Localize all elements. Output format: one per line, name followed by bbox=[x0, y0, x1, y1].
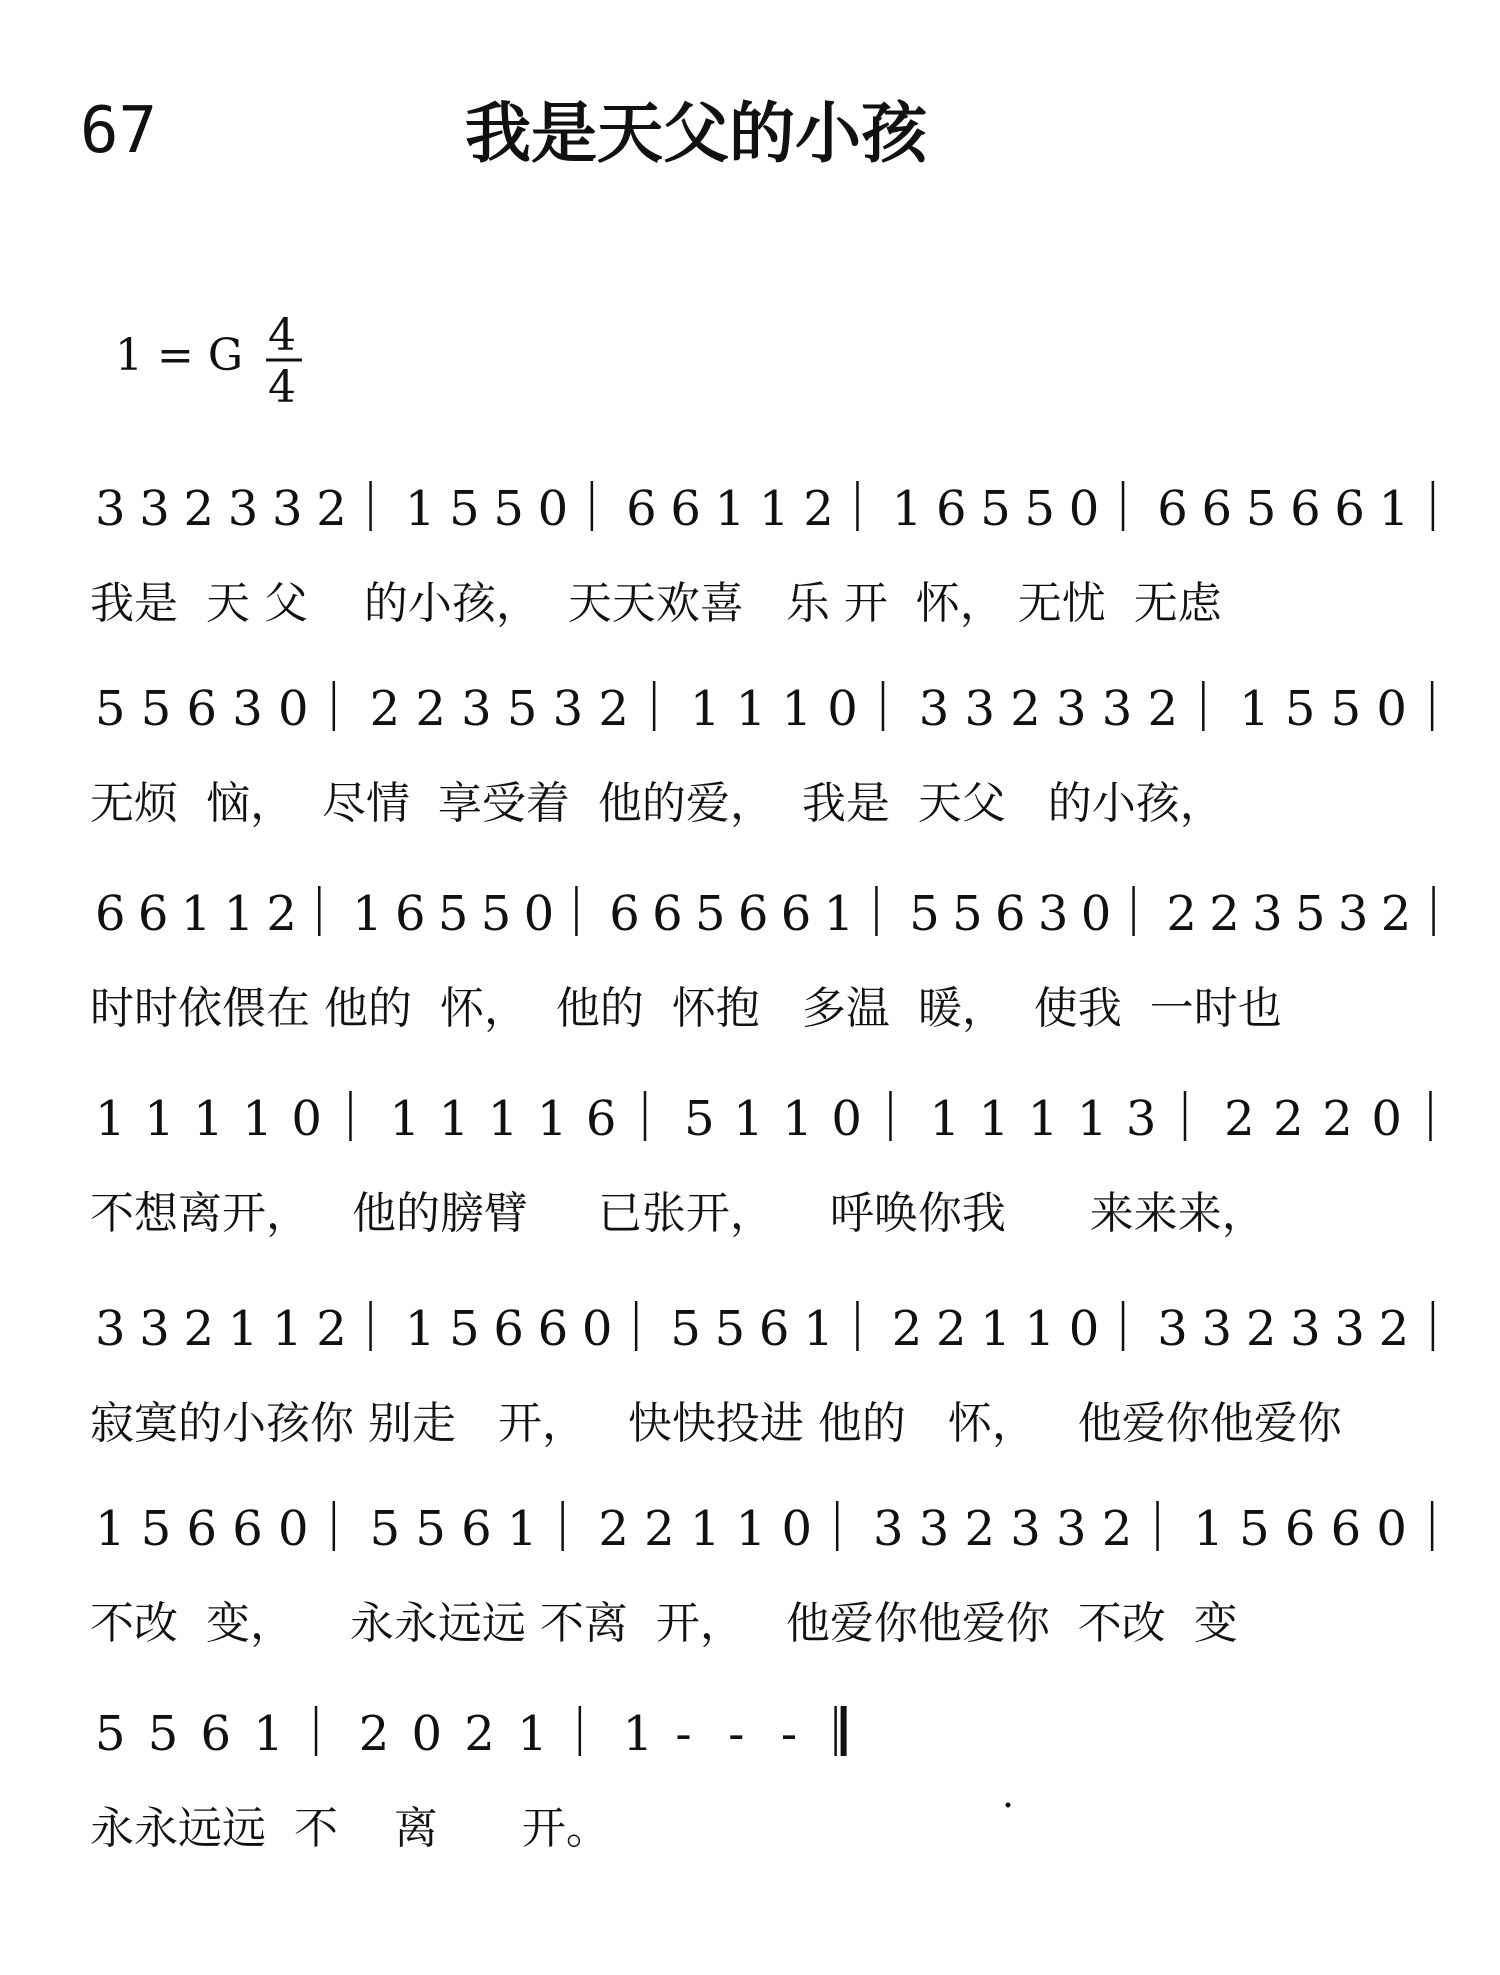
note: 5 bbox=[684, 1091, 715, 1147]
note: 6 bbox=[935, 481, 967, 537]
note: 1 bbox=[272, 1301, 303, 1357]
note: 2 bbox=[1147, 681, 1179, 737]
note: 5 bbox=[449, 1301, 480, 1357]
note: 3 bbox=[918, 1501, 950, 1557]
note: 0 bbox=[411, 1706, 443, 1762]
note: 2 bbox=[598, 1501, 629, 1557]
note: 1 bbox=[487, 1091, 519, 1147]
note: 1 bbox=[193, 1091, 224, 1147]
note: 2 bbox=[1378, 1301, 1410, 1357]
note: 3 bbox=[1056, 681, 1087, 737]
note: 6 bbox=[626, 481, 657, 537]
note: 5 bbox=[493, 481, 524, 537]
note: 6 bbox=[137, 886, 169, 942]
note: 0 bbox=[523, 886, 555, 942]
note: 1 bbox=[404, 1301, 436, 1357]
note: 0 bbox=[278, 1501, 309, 1557]
note: 1 bbox=[733, 1091, 764, 1147]
note: 0 bbox=[1068, 481, 1100, 537]
note: 1 bbox=[253, 1706, 284, 1762]
note: 0 bbox=[1371, 1091, 1402, 1147]
note: 1 bbox=[689, 1501, 721, 1557]
note: 5 bbox=[714, 1301, 746, 1357]
note: 3 bbox=[139, 1301, 170, 1357]
note: 1 bbox=[227, 1301, 259, 1357]
note: 3 bbox=[1157, 1301, 1188, 1357]
note: 1 bbox=[735, 681, 767, 737]
note: 1 bbox=[506, 1501, 538, 1557]
note: 0 bbox=[537, 481, 569, 537]
note: 3 bbox=[1337, 886, 1369, 942]
note: 3 bbox=[139, 481, 170, 537]
note: 2 bbox=[183, 1301, 215, 1357]
note: 1 bbox=[758, 481, 790, 537]
note: 2 bbox=[266, 886, 297, 942]
note: 5 bbox=[480, 886, 512, 942]
note: 0 bbox=[1080, 886, 1112, 942]
note: 0 bbox=[781, 1501, 812, 1557]
note: 1 bbox=[517, 1706, 548, 1762]
note: 6 bbox=[232, 1501, 263, 1557]
note: 2 bbox=[358, 1706, 390, 1762]
note: 3 bbox=[95, 481, 126, 537]
note: 2 bbox=[598, 681, 629, 737]
note: 2 bbox=[1245, 1301, 1277, 1357]
note: 3 bbox=[1334, 1301, 1365, 1357]
note: 1 bbox=[144, 1091, 175, 1147]
note: 6 bbox=[537, 1301, 569, 1357]
note: 5 bbox=[1024, 481, 1056, 537]
note: 1 bbox=[95, 1501, 126, 1557]
song-title: 我是天父的小孩 bbox=[465, 95, 927, 172]
note: 1 bbox=[1027, 1091, 1059, 1147]
system-1 bbox=[90, 481, 1433, 629]
system-2 bbox=[90, 681, 1432, 829]
note: 0 bbox=[1376, 1501, 1407, 1557]
note: 2 bbox=[369, 681, 401, 737]
note: 6 bbox=[609, 886, 640, 942]
note: 2 bbox=[891, 1301, 923, 1357]
key-signature: 1 = G bbox=[115, 330, 243, 381]
note: 1 bbox=[978, 1091, 1010, 1147]
note: 0 bbox=[831, 1091, 862, 1147]
note: 6 bbox=[186, 681, 218, 737]
note: 2 bbox=[1380, 886, 1412, 942]
note: 6 bbox=[395, 886, 426, 942]
note: 5 bbox=[95, 681, 126, 737]
note: - bbox=[780, 1706, 798, 1762]
note: 2 bbox=[1209, 886, 1240, 942]
note: 2 bbox=[964, 1501, 996, 1557]
note: 3 bbox=[461, 681, 492, 737]
note: 5 bbox=[140, 681, 172, 737]
note: 3 bbox=[232, 681, 263, 737]
note: 3 bbox=[1252, 886, 1283, 942]
note: 2 bbox=[935, 1301, 967, 1357]
note: 5 bbox=[1284, 681, 1316, 737]
note: 1 bbox=[1076, 1091, 1108, 1147]
note: 1 bbox=[438, 1091, 470, 1147]
note: 6 bbox=[758, 1301, 790, 1357]
note: 6 bbox=[1201, 481, 1233, 537]
note: 2 bbox=[415, 681, 446, 737]
note: 6 bbox=[200, 1706, 232, 1762]
note: 2 bbox=[1101, 1501, 1133, 1557]
note: 0 bbox=[827, 681, 858, 737]
note: 2 bbox=[644, 1501, 675, 1557]
note: 1 bbox=[1378, 481, 1410, 537]
note: 5 bbox=[449, 481, 480, 537]
note: 1 bbox=[1239, 681, 1270, 737]
note: 6 bbox=[780, 886, 812, 942]
lyric-line: 不改 变， 永永远远 不离 开， 他爱你他爱你 不改 变 bbox=[90, 1598, 1238, 1649]
meter-numerator: 4 bbox=[268, 310, 296, 361]
note: 1 bbox=[735, 1501, 767, 1557]
note: 3 bbox=[227, 481, 259, 537]
note: 2 bbox=[316, 481, 347, 537]
note: 1 bbox=[622, 1706, 654, 1762]
note: 2 bbox=[1010, 681, 1041, 737]
system-6 bbox=[90, 1501, 1432, 1649]
note: 2 bbox=[464, 1706, 495, 1762]
note: 3 bbox=[964, 681, 996, 737]
note: 6 bbox=[995, 886, 1026, 942]
note: - bbox=[675, 1706, 692, 1762]
note: 3 bbox=[1037, 886, 1069, 942]
note: 6 bbox=[670, 481, 701, 537]
note: 1 bbox=[781, 681, 812, 737]
note: 5 bbox=[147, 1706, 179, 1762]
note: 3 bbox=[1201, 1301, 1233, 1357]
note: 5 bbox=[140, 1501, 172, 1557]
note: 5 bbox=[1245, 481, 1277, 537]
note: 1 bbox=[823, 886, 855, 942]
lyric-line: 时时依偎在 他的 怀， 他的 怀抱 多温 暖， 使我 一时也 bbox=[90, 983, 1282, 1034]
note: 3 bbox=[95, 1301, 126, 1357]
note: 1 bbox=[223, 886, 255, 942]
page-number: 67 bbox=[80, 94, 158, 168]
note: 1 bbox=[782, 1091, 813, 1147]
note: 5 bbox=[415, 1501, 446, 1557]
note: 1 bbox=[352, 886, 383, 942]
stray-dot bbox=[1006, 1803, 1011, 1808]
note: 1 bbox=[929, 1091, 961, 1147]
note: 5 bbox=[1239, 1501, 1270, 1557]
note: 5 bbox=[695, 886, 726, 942]
note: 5 bbox=[506, 681, 538, 737]
note: 1 bbox=[180, 886, 212, 942]
note: 1 bbox=[689, 681, 721, 737]
note: 1 bbox=[389, 1091, 421, 1147]
note: - bbox=[728, 1706, 745, 1762]
lyric-line: 无烦 恼， 尽情 享受着 他的爱， 我是 天父 的小孩， bbox=[90, 778, 1224, 829]
note: 5 bbox=[980, 481, 1011, 537]
note: 1 bbox=[1024, 1301, 1056, 1357]
note: 6 bbox=[461, 1501, 492, 1557]
lyric-line: 永永远远 不 离 开。 bbox=[90, 1803, 610, 1854]
note: 5 bbox=[670, 1301, 701, 1357]
note: 1 bbox=[242, 1091, 273, 1147]
music-systems bbox=[90, 481, 1434, 1854]
note: 6 bbox=[1330, 1501, 1362, 1557]
note: 0 bbox=[581, 1301, 613, 1357]
note: 6 bbox=[1157, 481, 1188, 537]
system-3 bbox=[90, 886, 1434, 1034]
note: 2 bbox=[1166, 886, 1197, 942]
note: 3 bbox=[272, 481, 303, 537]
note: 3 bbox=[1101, 681, 1133, 737]
note: 1 bbox=[536, 1091, 568, 1147]
system-7 bbox=[90, 1706, 844, 1854]
note: 2 bbox=[1224, 1091, 1255, 1147]
note: 0 bbox=[1376, 681, 1407, 737]
note: 6 bbox=[1290, 481, 1321, 537]
note: 1 bbox=[95, 1091, 126, 1147]
note: 6 bbox=[652, 886, 683, 942]
note: 5 bbox=[952, 886, 983, 942]
note: 1 bbox=[714, 481, 746, 537]
note: 3 bbox=[552, 681, 584, 737]
system-5 bbox=[90, 1301, 1433, 1449]
note: 5 bbox=[437, 886, 469, 942]
note: 6 bbox=[1284, 1501, 1316, 1557]
lyric-line: 不想离开， 他的膀臂 已张开， 呼唤你我 来来来， bbox=[90, 1188, 1266, 1239]
lyric-line: 寂寞的小孩你 别走 开， 快快投进 他的 怀， 他爱你他爱你 bbox=[90, 1398, 1342, 1449]
note: 5 bbox=[95, 1706, 126, 1762]
note: 1 bbox=[980, 1301, 1011, 1357]
note: 3 bbox=[1056, 1501, 1087, 1557]
note: 2 bbox=[183, 481, 215, 537]
note: 3 bbox=[918, 681, 950, 737]
note: 6 bbox=[95, 886, 126, 942]
note: 5 bbox=[369, 1501, 401, 1557]
note: 6 bbox=[186, 1501, 218, 1557]
note: 2 bbox=[316, 1301, 347, 1357]
note: 3 bbox=[1125, 1091, 1157, 1147]
note: 1 bbox=[1193, 1501, 1224, 1557]
note: 2 bbox=[1322, 1091, 1353, 1147]
system-4 bbox=[90, 1091, 1430, 1239]
note: 0 bbox=[291, 1091, 322, 1147]
note: 6 bbox=[737, 886, 769, 942]
note: 6 bbox=[585, 1091, 617, 1147]
note: 1 bbox=[404, 481, 436, 537]
note: 3 bbox=[1290, 1301, 1321, 1357]
note: 1 bbox=[803, 1301, 834, 1357]
note: 1 bbox=[891, 481, 923, 537]
note: 6 bbox=[1334, 481, 1365, 537]
note: 5 bbox=[1330, 681, 1362, 737]
note: 5 bbox=[909, 886, 940, 942]
note: 2 bbox=[1273, 1091, 1304, 1147]
note: 2 bbox=[803, 481, 834, 537]
note: 0 bbox=[278, 681, 309, 737]
note: 6 bbox=[493, 1301, 524, 1357]
note: 0 bbox=[1068, 1301, 1100, 1357]
note: 5 bbox=[1295, 886, 1326, 942]
note: 3 bbox=[1010, 1501, 1041, 1557]
note: 3 bbox=[872, 1501, 904, 1557]
meter-denominator: 4 bbox=[268, 362, 296, 413]
lyric-line: 我是 天 父 的小孩， 天天欢喜 乐 开 怀， 无忧 无虑 bbox=[90, 578, 1222, 629]
